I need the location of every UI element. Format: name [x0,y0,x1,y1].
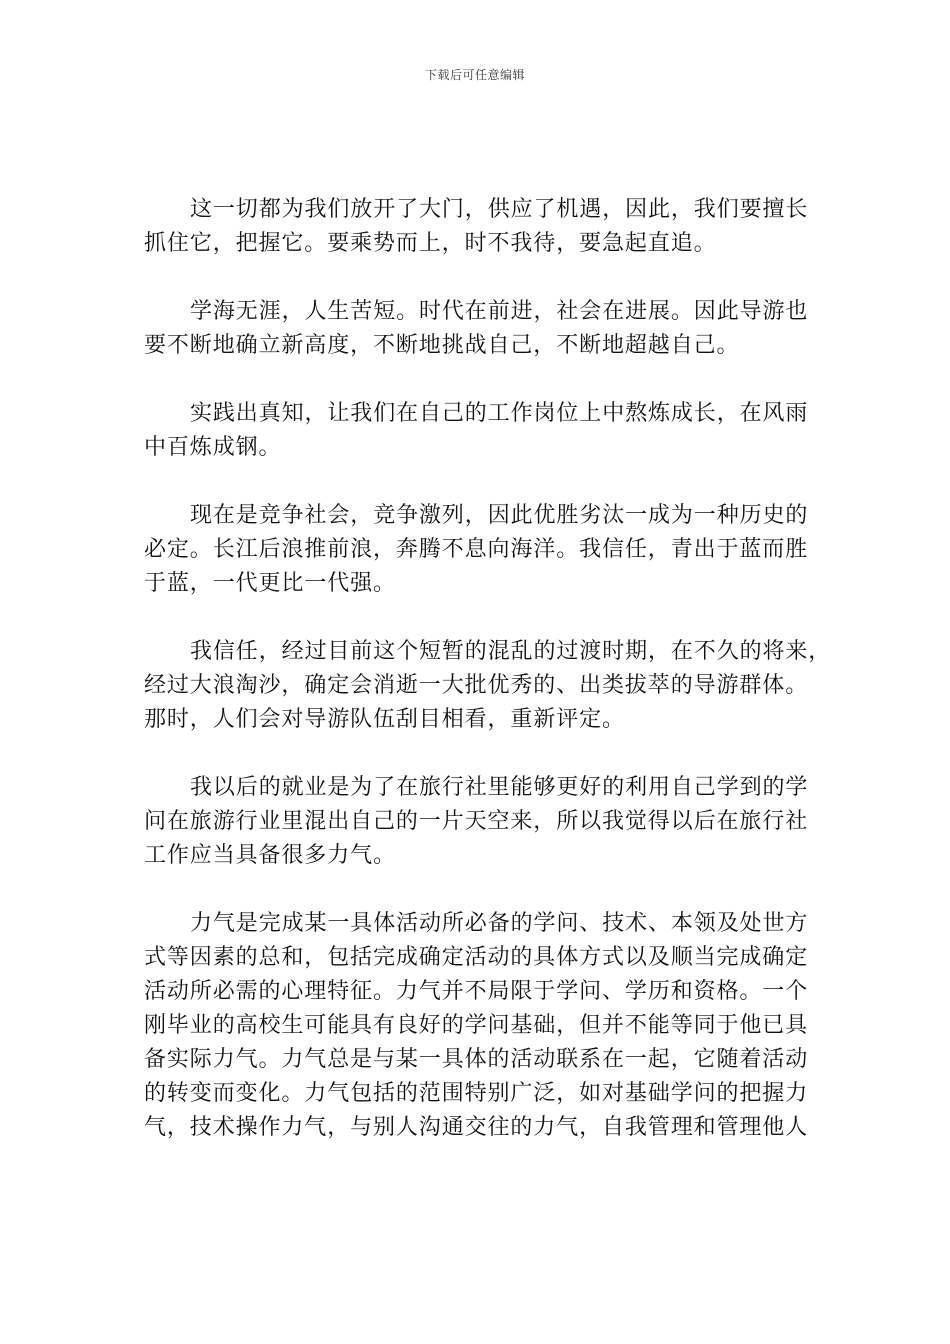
document-body [144,193,832,1179]
paragraph-line: 我信任，经过目前这个短暂的混乱的过渡时期，在不久的将来， [190,639,832,664]
paragraph-line: 学海无涯，人生苦短。时代在前进，社会在进展。因此导游也 [190,299,809,324]
paragraph [144,295,808,363]
paragraph-line: 要不断地确立新高度，不断地挑战自己，不断地超越自己。 [144,333,740,358]
page-header: 下载后可任意编辑 [424,68,525,82]
paragraph-line: 我以后的就业是为了在旅行社里能够更好的利用自己学到的学 [190,775,809,800]
paragraph-line: 必定。长江后浪推前浪，奔腾不息向海洋。我信任，青出于蓝而胜 [144,537,809,562]
paragraph-line: 气，技术操作力气，与别人沟通交往的力气，自我管理和管理他人 [144,1115,809,1140]
paragraph-line: 中百炼成钢。 [144,435,282,460]
paragraph-line: 抓住它，把握它。要乘势而上，时不我待，要急起直追。 [144,231,717,256]
paragraph-line: 力气是完成某一具体活动所必备的学问、技术、本领及处世方 [190,911,809,936]
paragraph [144,771,808,873]
paragraph-line: 备实际力气。力气总是与某一具体的活动联系在一起，它随着活动 [144,1047,809,1072]
paragraph-line: 于蓝，一代更比一代强。 [144,571,396,596]
paragraph-line: 现在是竞争社会，竞争激列，因此优胜劣汰一成为一种历史的 [190,503,809,528]
paragraph [144,635,832,737]
paragraph [144,193,808,261]
paragraph-line: 这一切都为我们放开了大门，供应了机遇，因此，我们要擅长 [190,197,809,222]
paragraph-line: 经过大浪淘沙，确定会消逝一大批优秀的、出类拔萃的导游群体。 [144,673,809,698]
paragraph-line: 活动所必需的心理特征。力气并不局限于学问、学历和资格。一个 [144,979,809,1004]
paragraph-line: 的转变而变化。力气包括的范围特别广泛，如对基础学问的把握力 [144,1081,809,1106]
paragraph-line: 那时，人们会对导游队伍刮目相看，重新评定。 [144,707,625,732]
paragraph [144,397,808,465]
paragraph-line: 工作应当具备很多力气。 [144,843,396,868]
paragraph-line: 刚毕业的高校生可能具有良好的学问基础，但并不能等同于他已具 [144,1013,809,1038]
paragraph-line: 问在旅游行业里混出自己的一片天空来，所以我觉得以后在旅行社 [144,809,809,834]
paragraph [144,499,808,601]
paragraph-line: 式等因素的总和，包括完成确定活动的具体方式以及顺当完成确定 [144,945,809,970]
paragraph-line: 实践出真知，让我们在自己的工作岗位上中熬炼成长，在风雨 [190,401,809,426]
paragraph [144,907,808,1145]
